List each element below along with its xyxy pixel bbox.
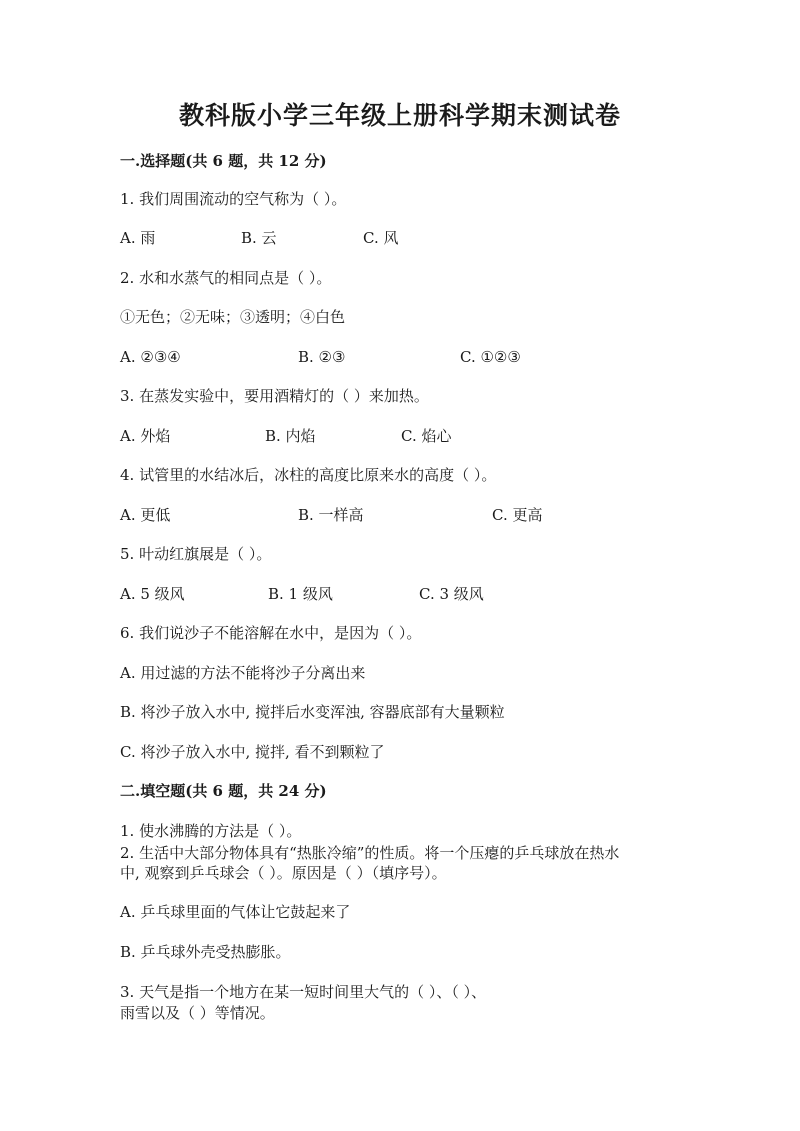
question-5-option-a: A. 5 级风 — [120, 585, 185, 603]
question-5-options — [120, 583, 680, 605]
question-2-note: ①无色；②无味；③透明；④白色 — [120, 308, 346, 326]
question-3-option-a: A. 外焰 — [120, 427, 171, 445]
fill-question-2-line-2: 中, 观察到乒乓球会（ ）。原因是（ ）（填序号）。 — [120, 864, 447, 882]
question-1-option-c: C. 风 — [363, 229, 399, 247]
question-1-option-a: A. 雨 — [120, 229, 156, 247]
fill-question-1: 1. 使水沸腾的方法是（ ）。 — [120, 822, 302, 840]
question-1-options — [120, 227, 680, 249]
question-6-option-b: B. 将沙子放入水中, 搅拌后水变浑浊, 容器底部有大量颗粒 — [120, 703, 505, 721]
question-4-text: 4. 试管里的水结冰后，冰柱的高度比原来水的高度（ ）。 — [120, 466, 497, 484]
question-4-options — [120, 504, 680, 526]
question-1-option-b: B. 云 — [241, 229, 277, 247]
question-5-option-b: B. 1 级风 — [268, 585, 333, 603]
question-6-option-a: A. 用过滤的方法不能将沙子分离出来 — [120, 664, 366, 682]
question-2-text: 2. 水和水蒸气的相同点是（ ）。 — [120, 269, 332, 287]
fill-question-3-line-1: 3. 天气是指一个地方在某一短时间里大气的（ ）、（ ）、 — [120, 983, 487, 1001]
fill-question-2-option-a: A. 乒乓球里面的气体让它鼓起来了 — [120, 903, 351, 921]
question-6-option-c: C. 将沙子放入水中, 搅拌, 看不到颗粒了 — [120, 743, 385, 761]
question-3-text: 3. 在蒸发实验中，要用酒精灯的（ ）来加热。 — [120, 387, 429, 405]
question-4-option-a: A. 更低 — [120, 506, 171, 524]
question-4-option-c: C. 更高 — [492, 506, 543, 524]
fill-question-3-line-2: 雨雪以及（ ）等情况。 — [120, 1004, 275, 1022]
section-1-heading: 一.选择题(共 6 题，共 12 分) — [120, 152, 327, 170]
question-5-option-c: C. 3 级风 — [419, 585, 484, 603]
question-5-text: 5. 叶动红旗展是（ ）。 — [120, 545, 272, 563]
question-2-option-c: C. ①②③ — [460, 348, 521, 366]
section-2-heading: 二.填空题(共 6 题，共 24 分) — [120, 782, 327, 800]
fill-question-2-option-b: B. 乒乓球外壳受热膨胀。 — [120, 943, 291, 961]
fill-question-2-line-1: 2. 生活中大部分物体具有“热胀冷缩”的性质。将一个压瘪的乒乓球放在热水 — [120, 844, 620, 862]
exam-title: 教科版小学三年级上册科学期末测试卷 — [178, 101, 621, 130]
question-2-option-b: B. ②③ — [298, 348, 346, 366]
question-1-text: 1. 我们周围流动的空气称为（ ）。 — [120, 190, 347, 208]
question-2-option-a: A. ②③④ — [120, 348, 181, 366]
question-2-options — [120, 346, 680, 368]
question-6-text: 6. 我们说沙子不能溶解在水中，是因为（ ）。 — [120, 624, 422, 642]
question-4-option-b: B. 一样高 — [298, 506, 364, 524]
question-3-option-b: B. 内焰 — [265, 427, 316, 445]
question-3-option-c: C. 焰心 — [401, 427, 452, 445]
question-3-options — [120, 425, 680, 447]
